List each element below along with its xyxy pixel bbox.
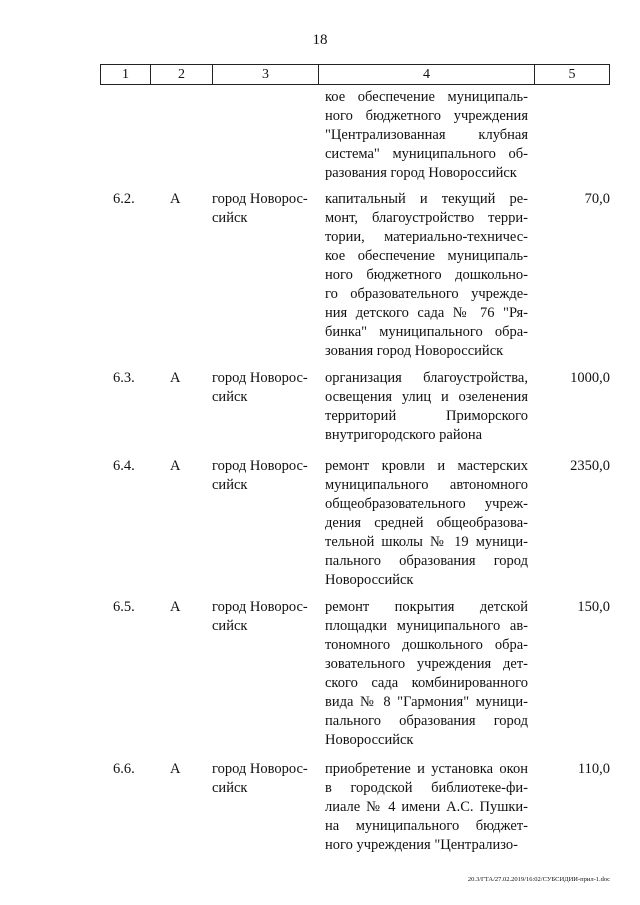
text-line: сийск [212,210,248,226]
text-line: вида № 8 "Гармония" муници- [325,694,528,710]
text-line: ремонт покрытия детской [325,599,528,615]
row-city [212,190,317,228]
row-number: 6.5. [113,599,135,615]
row-category: А [170,191,181,207]
row-amount: 110,0 [577,761,610,777]
text-line: кое обеспечение муниципаль- [325,89,528,105]
text-line: сийск [212,780,248,796]
row-number: 6.6. [113,761,135,777]
row-number: 6.3. [113,370,135,386]
text-line: общеобразовательного учреж- [325,496,528,512]
text-line: организация благоустройства, [325,370,528,386]
text-line: город Новорос- [212,599,308,615]
text-line: зования город Новороссийск [325,343,504,359]
text-line: город Новорос- [212,458,308,474]
text-line: дения средней общеобразова- [325,515,528,531]
text-line: тории, материально-техничес- [325,229,528,245]
header-col-4: 4 [319,65,535,84]
text-line: город Новорос- [212,191,308,207]
text-line: на муниципального бюджет- [325,818,528,834]
row-amount: 150,0 [577,599,610,615]
row-amount: 70,0 [584,191,610,207]
text-line: город Новорос- [212,370,308,386]
row-description [325,369,528,445]
text-line: сийск [212,477,248,493]
header-col-3: 3 [213,65,319,84]
row-category: А [170,370,181,386]
text-line: приобретение и установка окон [325,761,528,777]
text-line: Новороссийск [325,732,414,748]
text-line: пального образования город [325,713,528,729]
page-number: 18 [312,32,328,48]
text-line: муниципального автономного [325,477,528,493]
text-line: пального образования город [325,553,528,569]
row-category: А [170,458,181,474]
text-line: площадки муниципального ав- [325,618,528,634]
text-line: ского сада комбинированного [325,675,528,691]
text-line: территорий Приморского [325,408,528,424]
text-line: ремонт кровли и мастерских [325,458,528,474]
text-line: Новороссийск [325,572,414,588]
text-line: тельной школы № 19 муници- [325,534,528,550]
header-col-2: 2 [151,65,213,84]
row-description [325,190,528,361]
row-number: 6.4. [113,458,135,474]
row-city [212,369,317,407]
text-line: зовательного учреждения дет- [325,656,528,672]
text-line: сийск [212,389,248,405]
row-amount: 2350,0 [570,458,610,474]
row-city [212,598,317,636]
row-amount: 1000,0 [570,370,610,386]
text-line: разования город Новороссийск [325,165,517,181]
row-city [212,457,317,495]
text-line: в городской библиотеке-фи- [325,780,528,796]
table-header [100,64,610,85]
header-col-5: 5 [568,67,576,82]
text-line: капитальный и текущий ре- [325,191,528,207]
text-line: монт, благоустройство терри- [325,210,528,226]
row-category: А [170,599,181,615]
text-line: кое обеспечение муниципаль- [325,248,528,264]
text-line: освещения улиц и озеленения [325,389,528,405]
text-line: бинка" муниципального обра- [325,324,528,340]
text-line: ного бюджетного дошкольно- [325,267,528,283]
text-line: город Новорос- [212,761,308,777]
row-description [325,598,528,750]
text-line: внутригородского района [325,427,483,443]
row-description [325,457,528,590]
text-line: тономного дошкольного обра- [325,637,528,653]
text-line: лиале № 4 имени А.С. Пушки- [325,799,528,815]
row-number: 6.2. [113,191,135,207]
row-description [325,760,528,855]
text-line: ного учреждения "Централизо- [325,837,518,853]
text-line: ния детского сада № 76 "Ря- [325,305,528,321]
row-city [212,760,317,798]
text-line: ного бюджетного учреждения [325,108,528,124]
text-line: сийск [212,618,248,634]
row-category: А [170,761,181,777]
footer-file-path: 20.3/ГТА/27.02.2019/16:02/СУБСИДИИ-прил-1.doc [467,876,610,883]
header-col-1: 1 [101,65,151,84]
text-line: "Централизованная клубная [325,127,528,143]
text-line: система" муниципального об- [325,146,528,162]
continuation-text [325,88,528,183]
text-line: го образовательного учрежде- [325,286,528,302]
